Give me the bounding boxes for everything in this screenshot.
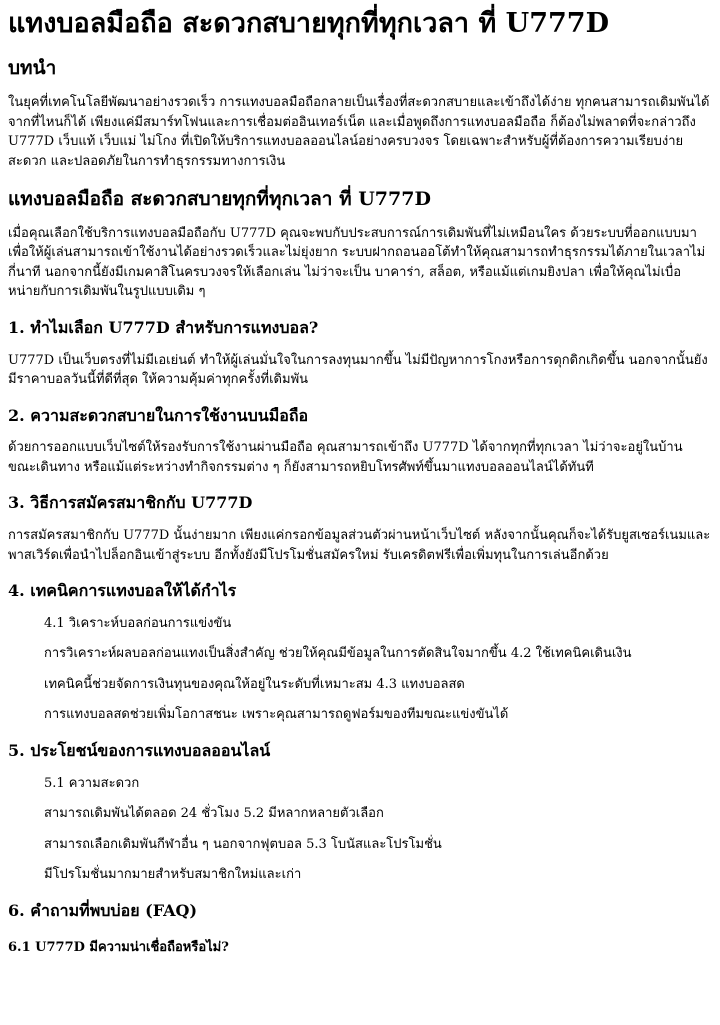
faq-question: 6.1 U777D มีความน่าเชื่อถือหรือไม่? — [8, 939, 229, 955]
section-5-line: มีโปรโมชั่นมากมายสำหรับสมาชิกใหม่และเก่า — [44, 867, 302, 883]
section-3-heading: 3. วิธีการสมัครสมาชิกกับ U777D — [8, 493, 253, 513]
section-5-list — [44, 774, 712, 885]
section-5-line: 5.1 ความสะดวก — [44, 775, 140, 791]
main-paragraph: เมื่อคุณเลือกใช้บริการแทงบอลมือถือกับ U777D คุณจะพบกับประสบการณ์การเดิมพันที่ไม่เหมือนใคร ด้วยระบบที่ออกแบบมาเพื่อให้ผู้เล่นสามารถเข้าใช้งานได้อย่างรวดเร็วและไม่ยุ่งยาก ระบบฝากถอนออโต้ทำให้คุณสามารถทำธุรกรรมได้ภายในเวลาไม่กี่นาที นอกจากนี้ยังมีเกมคาสิโนครบวงจรให้เลือกเล่น ไม่ว่าจะเป็น บาคาร่า, สล็อต, หรือแม้แต่เกมยิงปลา เพื่อให้คุณไม่เบื่อหน่ายกับการเดิมพันในรูปแบบเดิม ๆ — [8, 225, 706, 300]
section-4-line: การวิเคราะห์ผลบอลก่อนแทงเป็นสิ่งสำคัญ ช่วยให้คุณมีข้อมูลในการตัดสินใจมากขึ้น 4.2 ใช้เทคนิคเดินเงิน — [44, 646, 632, 662]
section-4-list — [44, 614, 712, 725]
intro-heading: บทนำ — [8, 57, 57, 80]
section-5-heading: 5. ประโยชน์ของการแทงบอลออนไลน์ — [8, 740, 271, 760]
section-2-paragraph: ด้วยการออกแบบเว็บไซต์ให้รองรับการใช้งานผ่านมือถือ คุณสามารถเข้าถึง U777D ได้จากทุกที่ทุกเวลา ไม่ว่าจะอยู่ในบ้าน ขณะเดินทาง หรือแม้แต่ระหว่างทำกิจกรรมต่าง ๆ ก็ยังสามารถหยิบโทรศัพท์ขึ้นมาแทงบอลออนไลน์ได้ทันที — [8, 440, 683, 475]
section-5-line: สามารถเลือกเดิมพันกีฬาอื่น ๆ นอกจากฟุตบอล 5.3 โบนัสและโปรโมชั่น — [44, 836, 442, 852]
article — [0, 8, 720, 957]
section-4-heading: 4. เทคนิคการแทงบอลให้ได้กำไร — [8, 581, 237, 601]
section-1-heading: 1. ทำไมเลือก U777D สำหรับการแทงบอล? — [8, 317, 319, 337]
intro-paragraph: ในยุคที่เทคโนโลยีพัฒนาอย่างรวดเร็ว การแทงบอลมือถือกลายเป็นเรื่องที่สะดวกสบายและเข้าถึงได้ง่าย ทุกคนสามารถเดิมพันได้จากที่ไหนก็ได้ เพียงแค่มีสมาร์ทโฟนและการเชื่อมต่ออินเทอร์เน็ต และเมื่อพูดถึงการแทงบอลมือถือ ก็ต้องไม่พลาดที่จะกล่าวถึง U777D เว็บแท้ เว็บแม่ ไม่โกง ที่เปิดให้บริการแทงบอลออนไลน์อย่างครบวงจร โดยเฉพาะสำหรับผู้ที่ต้องการความเรียบง่าย สะดวก และปลอดภัยในการทำธุรกรรมทางการเงิน — [8, 95, 710, 169]
section-5-line: สามารถเดิมพันได้ตลอด 24 ชั่วโมง 5.2 มีหลากหลายตัวเลือก — [44, 806, 384, 822]
section-2-heading: 2. ความสะดวกสบายในการใช้งานบนมือถือ — [8, 405, 309, 425]
main-heading: แทงบอลมือถือ สะดวกสบายทุกที่ทุกเวลา ที่ U777D — [8, 188, 431, 211]
section-4-line: 4.1 วิเคราะห์บอลก่อนการแข่งขัน — [44, 615, 232, 631]
section-3-paragraph: การสมัครสมาชิกกับ U777D นั้นง่ายมาก เพียงแค่กรอกข้อมูลส่วนตัวผ่านหน้าเว็บไซต์ หลังจากนั้นคุณก็จะได้รับยูสเซอร์เนมและพาสเวิร์ดเพื่อนำไปล็อกอินเข้าสู่ระบบ อีกทั้งยังมีโปรโมชั่นสมัครใหม่ รับเครดิตฟรีเพื่อเพิ่มทุนในการเล่นอีกด้วย — [8, 528, 711, 563]
page-title: แทงบอลมือถือ สะดวกสบายทุกที่ทุกเวลา ที่ U777D — [8, 8, 609, 39]
section-6-heading: 6. คำถามที่พบบ่อย (FAQ) — [8, 900, 198, 920]
section-4-line: การแทงบอลสดช่วยเพิ่มโอกาสชนะ เพราะคุณสามารถดูฟอร์มของทีมขณะแข่งขันได้ — [44, 707, 509, 723]
section-4-line: เทคนิคนี้ช่วยจัดการเงินทุนของคุณให้อยู่ในระดับที่เหมาะสม 4.3 แทงบอลสด — [44, 676, 465, 692]
section-1-paragraph: U777D เป็นเว็บตรงที่ไม่มีเอเย่นต์ ทำให้ผู้เล่นมั่นใจในการลงทุนมากขึ้น ไม่มีปัญหาการโกงหรือการดุกดิกเกิดขึ้น นอกจากนั้นยังมีราคาบอลวันนี้ที่ดีที่สุด ให้ความคุ้มค่าทุกครั้งที่เดิมพัน — [8, 352, 708, 388]
